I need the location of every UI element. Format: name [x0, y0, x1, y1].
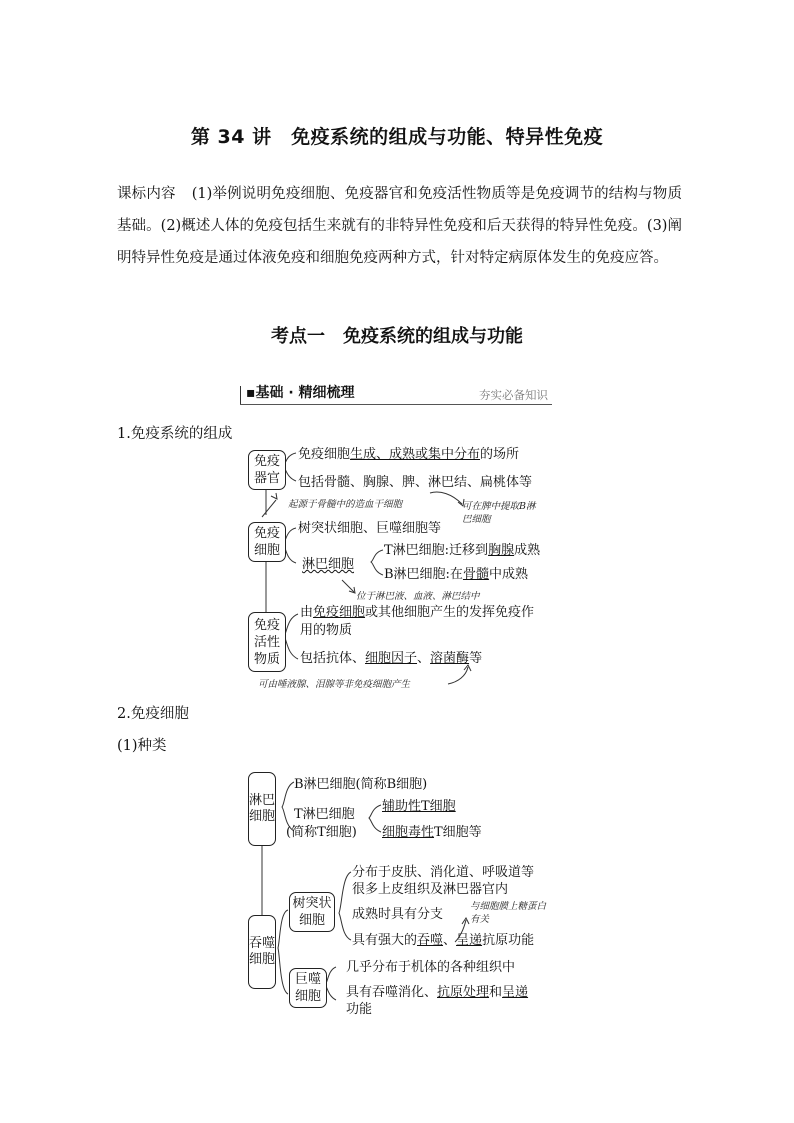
lymphocyte-label: 淋巴细胞	[302, 557, 355, 572]
mac-2b: 抗原处理	[437, 985, 490, 1000]
mac-line-1: 几乎分布于机体的各种组织中	[346, 960, 516, 975]
substance-line-2: 用的物质	[300, 623, 353, 638]
dc-4b: 吞噬	[417, 933, 444, 948]
dc-4c: 、	[443, 933, 457, 948]
t-cell-line	[384, 542, 540, 559]
organ-line-1	[298, 446, 519, 463]
banner-main: ▪基础 · 精细梳理	[246, 385, 355, 401]
section-title: 考点一 免疫系统的组成与功能	[271, 326, 523, 347]
substance-1b: 免疫细胞	[313, 605, 366, 620]
note-spleen: 可在脾中提取B淋巴细胞	[462, 501, 536, 525]
helper-a: 辅助性	[382, 799, 422, 814]
box-macrophage: 巨噬细胞	[289, 968, 327, 1008]
heading-immune-system: 1.免疫系统的组成	[117, 426, 233, 442]
dc-line-1: 分布于皮肤、消化道、呼吸道等	[352, 865, 535, 880]
cytotoxic-t-cell	[382, 824, 482, 841]
cyto-a: 细胞毒性	[382, 825, 435, 840]
b-cell-item: B淋巴细胞(简称B细胞)	[294, 777, 428, 792]
substance-1c: 或其他细胞产生的发挥免疫作	[365, 605, 535, 620]
banner-sub: 夯实必备知识	[479, 388, 548, 402]
substance-1a: 由	[300, 605, 314, 620]
heading-types: (1)种类	[117, 738, 167, 754]
organ-line-1a: 免疫细胞	[298, 447, 351, 462]
helper-b: T细胞	[421, 799, 456, 814]
substance-2d: 溶菌酶	[430, 651, 470, 666]
t-cell-item-2: (简称T细胞)	[286, 825, 357, 840]
b-cell-c: 中成熟	[488, 567, 528, 582]
note-lysozyme: 可由唾液腺、泪腺等非免疫细胞产生	[258, 679, 411, 690]
dc-line-4	[352, 932, 534, 949]
organ-line-2: 包括骨髓、胸腺、脾、淋巴结、扁桃体等	[298, 475, 533, 490]
dc-4a: 具有强大的	[352, 933, 418, 948]
mac-2c: 和	[489, 985, 503, 1000]
box-immune-cell: 免疫细胞	[248, 522, 286, 562]
box-phagocyte: 吞噬细胞	[248, 915, 276, 989]
curriculum-text: (1)举例说明免疫细胞、免疫器官和免疫活性物质等是免疫调节的结构与物质基础。(2)概述人体的免疫包括生来就有的非特异性免疫和后天获得的特异性免疫。(3)阐明特异性免疫是通过体液免疫和细胞免疫两种方式，针对特定病原体发生的免疫应答。	[117, 186, 682, 266]
substance-line-1	[300, 604, 534, 621]
t-cell-c: 成熟	[514, 543, 541, 558]
substance-2c: 、	[417, 651, 431, 666]
b-cell-line	[384, 566, 528, 583]
page-title: 第 34 讲 免疫系统的组成与功能、特异性免疫	[190, 126, 604, 148]
box-immune-organ: 免疫器官	[248, 450, 286, 490]
dc-line-3: 成熟时具有分支	[352, 907, 444, 922]
mac-line-2	[346, 984, 528, 1001]
substance-2b: 细胞因子	[365, 651, 418, 666]
mac-2a: 具有吞噬消化、	[346, 985, 438, 1000]
t-cell-item-1: T淋巴细胞	[294, 807, 355, 822]
cyto-b: T细胞等	[434, 825, 482, 840]
note-origin: 起源于骨髓中的造血干细胞	[288, 499, 403, 510]
dc-line-2: 很多上皮组织及淋巴器官内	[352, 882, 509, 897]
b-cell-b: 骨髓	[462, 567, 489, 582]
b-cell-a: B淋巴细胞:在	[384, 567, 463, 582]
helper-t-cell	[382, 798, 456, 815]
substance-2a: 包括抗体、	[300, 651, 366, 666]
curriculum-label: 课标内容	[117, 186, 176, 202]
t-cell-b: 胸腺	[488, 543, 515, 558]
substance-line-3	[300, 650, 482, 667]
box-immune-substance: 免疫活性物质	[248, 612, 286, 672]
note-receptor: 与细胞膜上糖蛋白有关	[470, 901, 547, 925]
heading-immune-cells: 2.免疫细胞	[117, 706, 189, 722]
organ-line-1b: 生成、成熟或集中分布	[350, 447, 481, 462]
dc-4d: 呈递	[456, 933, 483, 948]
dc-4e: 抗原功能	[482, 933, 535, 948]
box-dendritic-cell: 树突状细胞	[289, 892, 335, 932]
mac-2d: 呈递	[502, 985, 529, 1000]
cell-line-1: 树突状细胞、巨噬细胞等	[298, 521, 442, 536]
note-location: 位于淋巴液、血液、淋巴结中	[356, 591, 480, 602]
box-lymphocyte: 淋巴细胞	[248, 772, 276, 846]
substance-2e: 等	[469, 651, 483, 666]
organ-line-1c: 的场所	[480, 447, 520, 462]
t-cell-a: T淋巴细胞:迁移到	[384, 543, 489, 558]
mac-line-3: 功能	[346, 1002, 373, 1017]
